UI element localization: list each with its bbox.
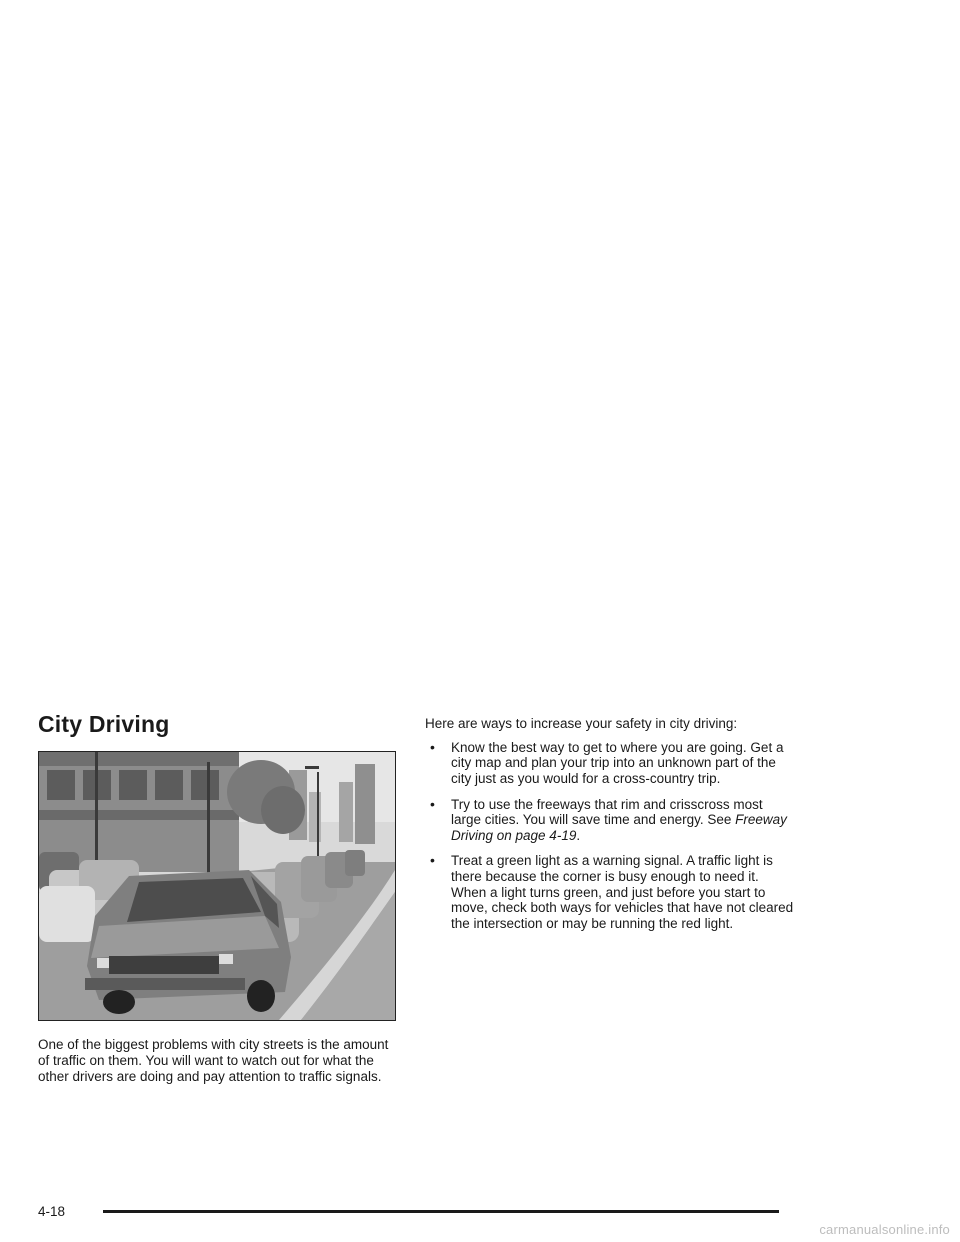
tip-text-end: .	[576, 827, 581, 843]
list-item	[425, 853, 795, 931]
tips-lead: Here are ways to increase your safety in city driving:	[425, 716, 738, 731]
freeway-driving-reference[interactable]: Freeway Driving on page 4-19	[451, 812, 787, 843]
tip-text: Try to use the freeways that rim and crisscross most large cities. You will save time and energy. See	[451, 796, 763, 828]
watermark: carmanualsonline.info	[819, 1222, 950, 1237]
bullet-icon: •	[430, 738, 435, 755]
footer-rule	[103, 1210, 779, 1213]
tip-text: Know the best way to get to where you are going. Get a city map and plan your trip into an unknown part of the city just as you would for a cross-country trip.	[451, 739, 784, 786]
list-item	[425, 740, 795, 787]
city-traffic-illustration	[38, 751, 396, 1021]
bullet-icon: •	[430, 795, 435, 812]
page-number: 4-18	[38, 1204, 66, 1219]
tip-text: Treat a green light as a warning signal. A traffic light is there because the corner is busy enough to need it. When a light turns green, and just before you start to move, check both ways for vehicles that have not cleared the intersection or may be running the red light.	[451, 853, 794, 931]
left-column	[38, 712, 396, 1085]
right-column	[425, 716, 795, 941]
safety-tips-list	[425, 740, 795, 932]
bullet-icon: •	[430, 852, 435, 869]
section-title: City Driving	[38, 711, 170, 737]
list-item	[425, 797, 795, 844]
intro-paragraph: One of the biggest problems with city streets is the amount of traffic on them. You will want to watch out for what the other drivers are doing and pay attention to traffic signals.	[38, 1037, 389, 1084]
